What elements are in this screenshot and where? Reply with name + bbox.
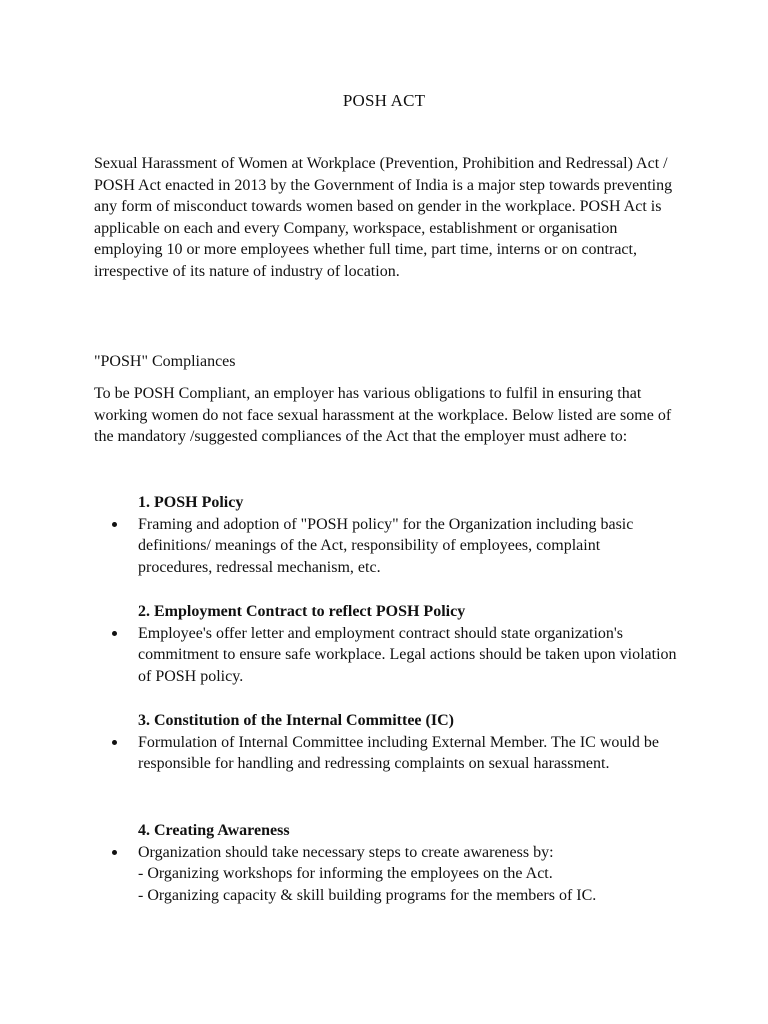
bullet-text: Organization should take necessary steps to create awareness by: [138, 843, 554, 861]
bullet-text-block [138, 842, 678, 907]
bullet-text: Framing and adoption of "POSH policy" for the Organization including basic definitions/ meanings of the Act, responsibility of employees, complaint procedures, redressal mechanism, etc. [138, 515, 634, 576]
bullet-text: Formulation of Internal Committee including External Member. The IC would be responsible for handling and redressing complaints on sexual harassment. [138, 733, 659, 773]
bullet-dot-icon [112, 631, 117, 636]
bullet-text: Employee's offer letter and employment contract should state organization's commitment to ensure safe workplace. Legal actions should be taken upon violation of POSH policy. [138, 624, 677, 685]
item-title: 2. Employment Contract to reflect POSH Policy [138, 603, 466, 620]
bullet-sub-line: - Organizing capacity & skill building programs for the members of IC. [138, 886, 597, 904]
section-heading: "POSH" Compliances [94, 353, 236, 370]
bullet-dot-icon [112, 740, 117, 745]
item-title: 1. POSH Policy [138, 494, 244, 511]
section-body-paragraph: To be POSH Compliant, an employer has various obligations to fulfil in ensuring that working women do not face sexual harassment at the workplace. Below listed are some of the mandatory /suggested compliances of the Act that the employer must adhere to: [94, 385, 672, 446]
bullet-dot-icon [112, 850, 117, 855]
bullet-sub-line: - Organizing workshops for informing the employees on the Act. [138, 865, 553, 883]
document-title: POSH ACT [342, 91, 426, 110]
item-title: 4. Creating Awareness [138, 822, 290, 839]
intro-paragraph: Sexual Harassment of Women at Workplace (Prevention, Prohibition and Redressal) Act / POSH Act enacted in 2013 by the Government of India is a major step towards preventing any form of misconduct towards women based on gender in the workplace. POSH Act is applicable on each and every Company, workspace, establishment or organisation employing 10 or more employees whether full time, part time, interns or on contract, irrespective of its nature of industry of location. [94, 155, 673, 280]
item-title: 3. Constitution of the Internal Committee (IC) [138, 712, 454, 729]
bullet-dot-icon [112, 522, 117, 527]
